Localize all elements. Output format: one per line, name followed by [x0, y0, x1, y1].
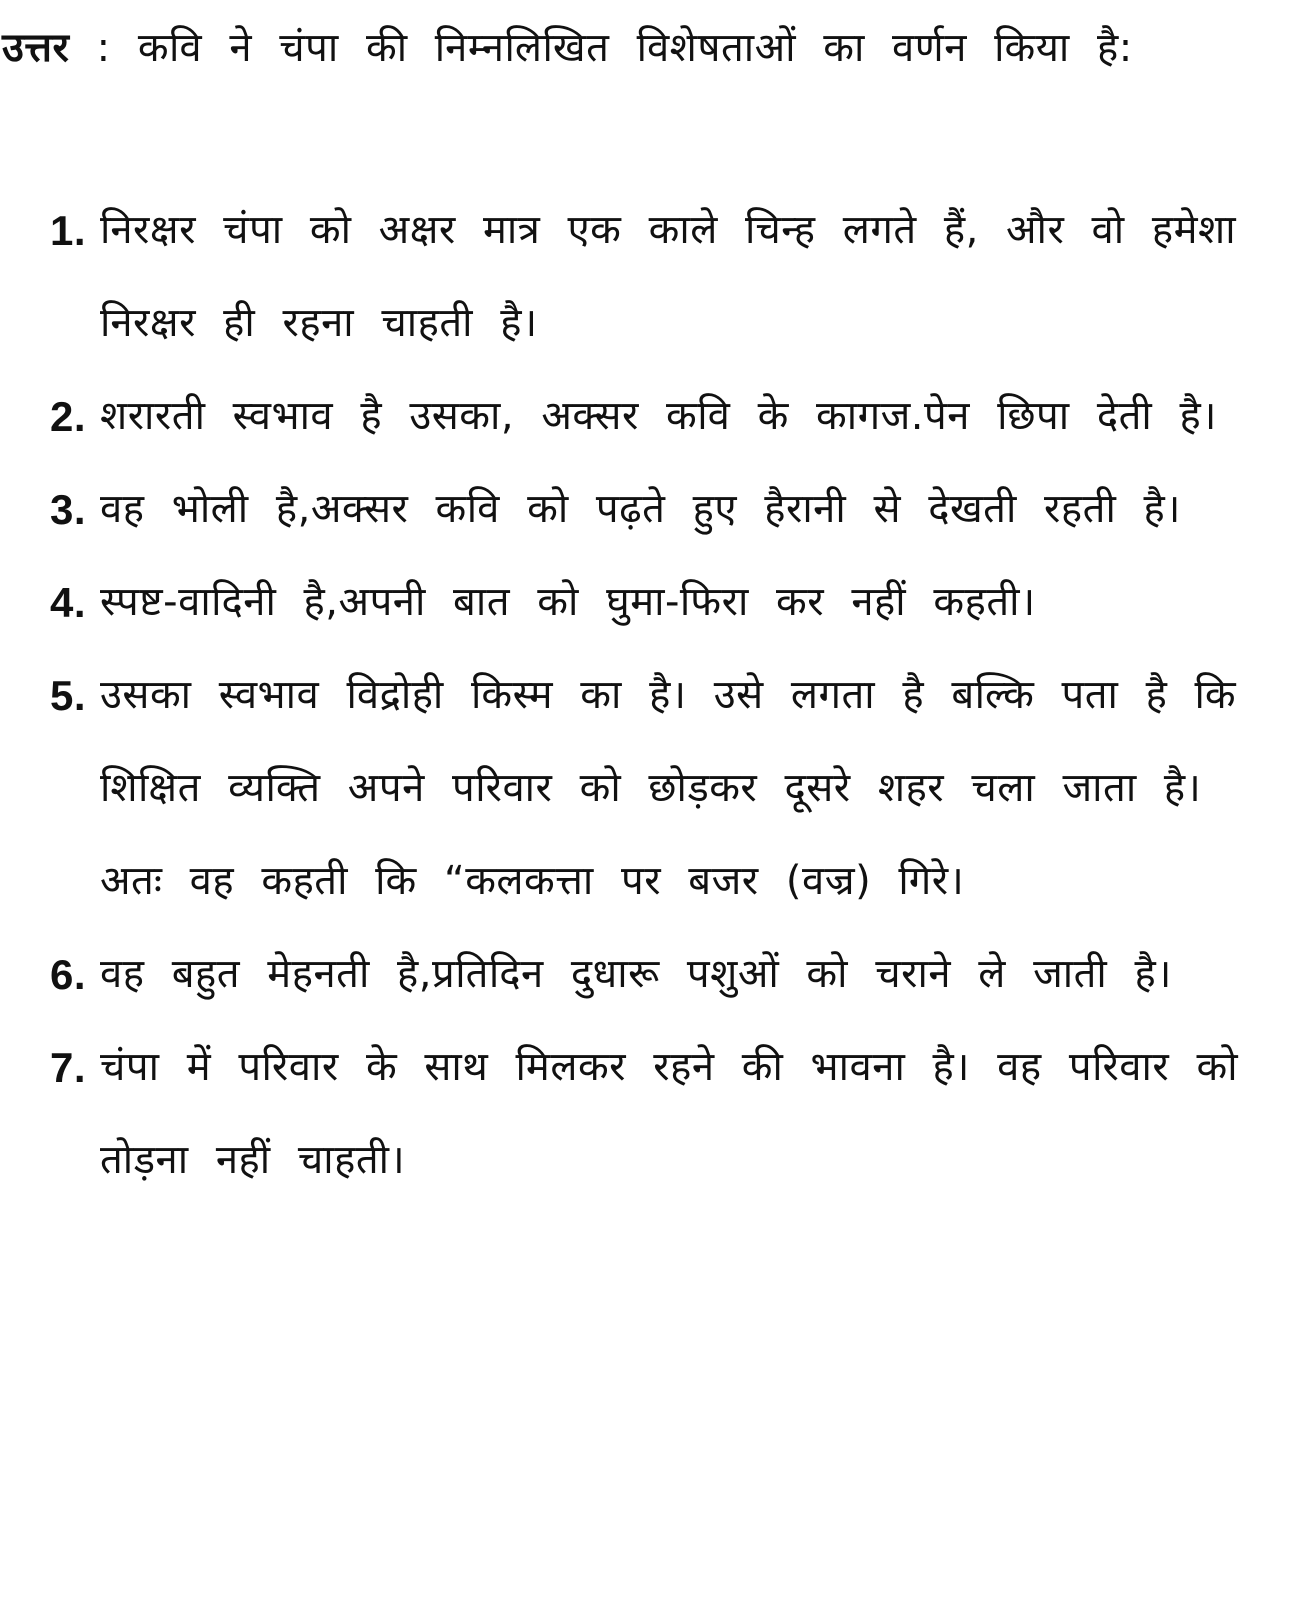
list-item	[0, 370, 1275, 463]
list-item	[0, 184, 1275, 370]
item-text: वह भोली है,अक्सर कवि को पढ़ते हुए हैरानी से देखती रहती है।	[100, 486, 1181, 532]
item-text: उसका स्वभाव विद्रोही किस्म का है। उसे लगता है बल्कि पता है कि शिक्षित व्यक्ति अपने परिवार को छोड़कर दूसरे शहर चला जाता है। अतः वह कहती कि “कलकत्ता पर बजर (वज्र) गिरे।	[100, 672, 1237, 904]
item-number: 7.	[50, 1044, 87, 1091]
item-text: निरक्षर चंपा को अक्षर मात्र एक काले चिन्ह लगते हैं, और वो हमेशा निरक्षर ही रहना चाहती है।	[100, 207, 1237, 346]
item-text: स्पष्ट-वादिनी है,अपनी बात को घुमा-फिरा कर नहीं कहती।	[100, 579, 1036, 625]
answer-intro	[2, 0, 1282, 96]
item-number: 6.	[50, 951, 87, 998]
item-number: 2.	[50, 393, 87, 440]
list-item	[0, 463, 1275, 556]
answer-intro-text: : कवि ने चंपा की निम्नलिखित विशेषताओं का वर्णन किया है:	[69, 25, 1133, 71]
item-number: 4.	[50, 579, 87, 626]
item-text: चंपा में परिवार के साथ मिलकर रहने की भावना है। वह परिवार को तोड़ना नहीं चाहती।	[100, 1044, 1239, 1183]
list-item	[0, 556, 1275, 649]
item-number: 1.	[50, 207, 87, 254]
list-item	[0, 649, 1275, 928]
list-item	[0, 1021, 1275, 1207]
answer-label: उत्तर	[2, 25, 70, 71]
item-number: 3.	[50, 486, 87, 533]
characteristics-list	[0, 184, 1298, 1207]
list-item	[0, 928, 1275, 1021]
item-text: वह बहुत मेहनती है,प्रतिदिन दुधारू पशुओं को चराने ले जाती है।	[100, 951, 1172, 997]
item-text: शरारती स्वभाव है उसका, अक्सर कवि के कागज.पेन छिपा देती है।	[100, 393, 1217, 439]
item-number: 5.	[50, 672, 87, 719]
